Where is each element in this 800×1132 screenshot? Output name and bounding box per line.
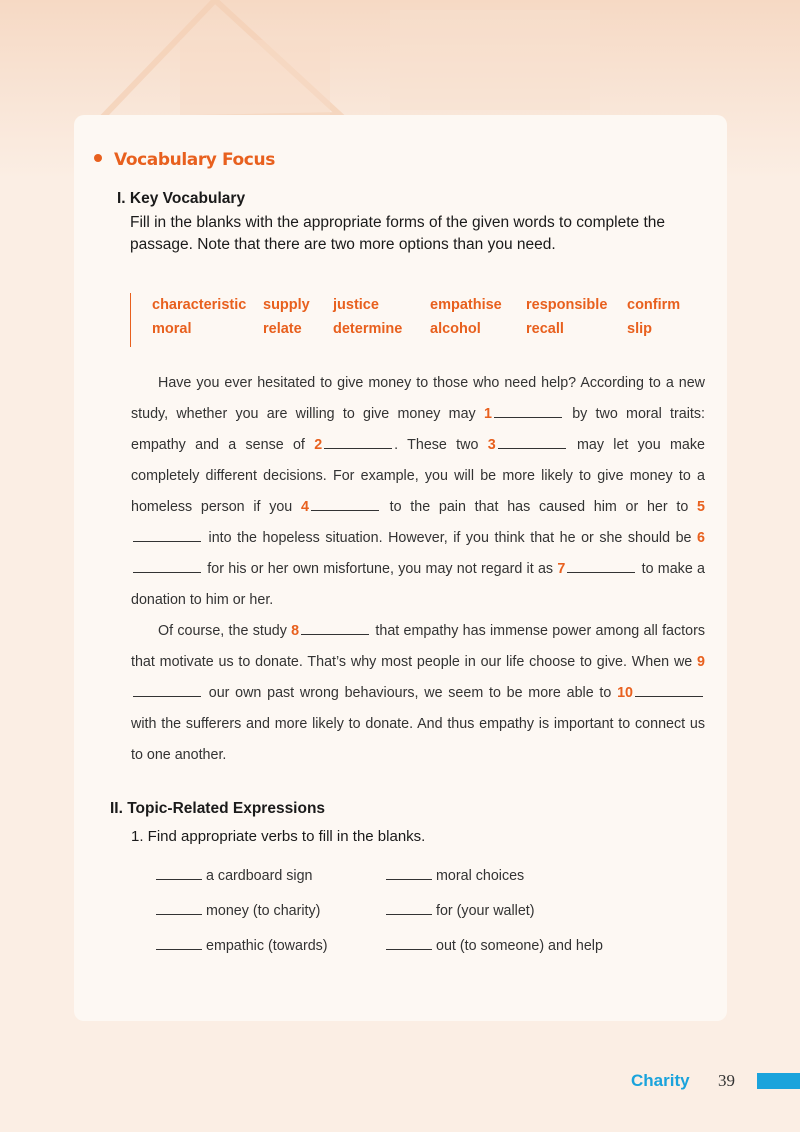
passage-paragraph: Of course, the study 8 that empathy has immense power among all factors that motivate us to donate. That’s why most people in our life choose to give. When we 9 our own past wrong behaviours, we seem to be more able to 10 with the sufferers and more likely to donate. And thus empathy is important to connect us to one another. (131, 623, 705, 763)
word-option: characteristic (152, 297, 247, 313)
blank-number: 3 (487, 437, 496, 453)
blank-number: 7 (557, 561, 566, 577)
expression-item: moral choices (386, 867, 524, 884)
cloze-passage (131, 368, 705, 771)
word-option: determine (333, 321, 403, 337)
chapter-label: Charity (631, 1071, 690, 1090)
page-tab-bar (757, 1073, 800, 1089)
answer-blank[interactable] (324, 435, 392, 449)
answer-blank[interactable] (156, 902, 202, 915)
answer-blank[interactable] (635, 683, 703, 697)
blank-number: 6 (697, 530, 705, 546)
answer-blank[interactable] (311, 497, 379, 511)
word-option: confirm (627, 297, 681, 313)
passage-paragraph: Have you ever hesitated to give money to those who need help? According to a new study, whether you are willing to give money may 1 by two moral traits: empathy and a sense of 2 . These two 3 may let you make completely different decisions. For example, you will be more likely to give money to a homeless person if you 4 to the pain that has caused him or her to 5 into the hopeless situation. However, if you think that he or she should be 6 for his or her own misfortune, you may not regard it as 7 to make a donation to him or her. (131, 375, 705, 608)
key-vocabulary-instruction: Fill in the blanks with the appropriate forms of the given words to complete the passage. Note that there are two more options than you need. (130, 214, 666, 253)
word-option: alcohol (430, 321, 481, 337)
answer-blank[interactable] (133, 683, 201, 697)
word-option: relate (263, 321, 302, 337)
blank-number: 5 (697, 499, 705, 515)
answer-blank[interactable] (498, 435, 566, 449)
word-option: justice (333, 297, 379, 313)
expression-item: for (your wallet) (386, 902, 535, 919)
topic-subinstruction: 1. Find appropriate verbs to fill in the blanks. (131, 828, 426, 845)
blank-number: 4 (300, 499, 309, 515)
page-number: 39 (718, 1071, 735, 1090)
word-option: supply (263, 297, 310, 313)
blank-number: 9 (697, 654, 705, 670)
answer-blank[interactable] (567, 559, 635, 573)
answer-blank[interactable] (156, 937, 202, 950)
answer-blank[interactable] (133, 559, 201, 573)
word-option: recall (526, 321, 564, 337)
answer-blank[interactable] (133, 528, 201, 542)
expression-item: a cardboard sign (156, 867, 313, 884)
word-option: slip (627, 321, 652, 337)
blank-number: 8 (291, 623, 300, 639)
word-option: moral (152, 321, 192, 337)
blank-number: 2 (314, 437, 323, 453)
topic-expressions-heading: II. Topic-Related Expressions (110, 800, 326, 817)
key-vocabulary-heading: I. Key Vocabulary (117, 190, 246, 207)
answer-blank[interactable] (386, 902, 432, 915)
answer-blank[interactable] (386, 937, 432, 950)
section-title: Vocabulary Focus (94, 150, 275, 170)
answer-blank[interactable] (494, 404, 562, 418)
expression-item: empathic (towards) (156, 937, 328, 954)
word-box (130, 293, 131, 347)
blank-number: 10 (617, 685, 633, 701)
word-option: empathise (430, 297, 502, 313)
answer-blank[interactable] (301, 621, 369, 635)
bullet-icon (94, 154, 102, 162)
expression-item: money (to charity) (156, 902, 320, 919)
answer-blank[interactable] (156, 867, 202, 880)
blank-number: 1 (483, 406, 492, 422)
word-option: responsible (526, 297, 608, 313)
expression-item: out (to someone) and help (386, 937, 603, 954)
answer-blank[interactable] (386, 867, 432, 880)
